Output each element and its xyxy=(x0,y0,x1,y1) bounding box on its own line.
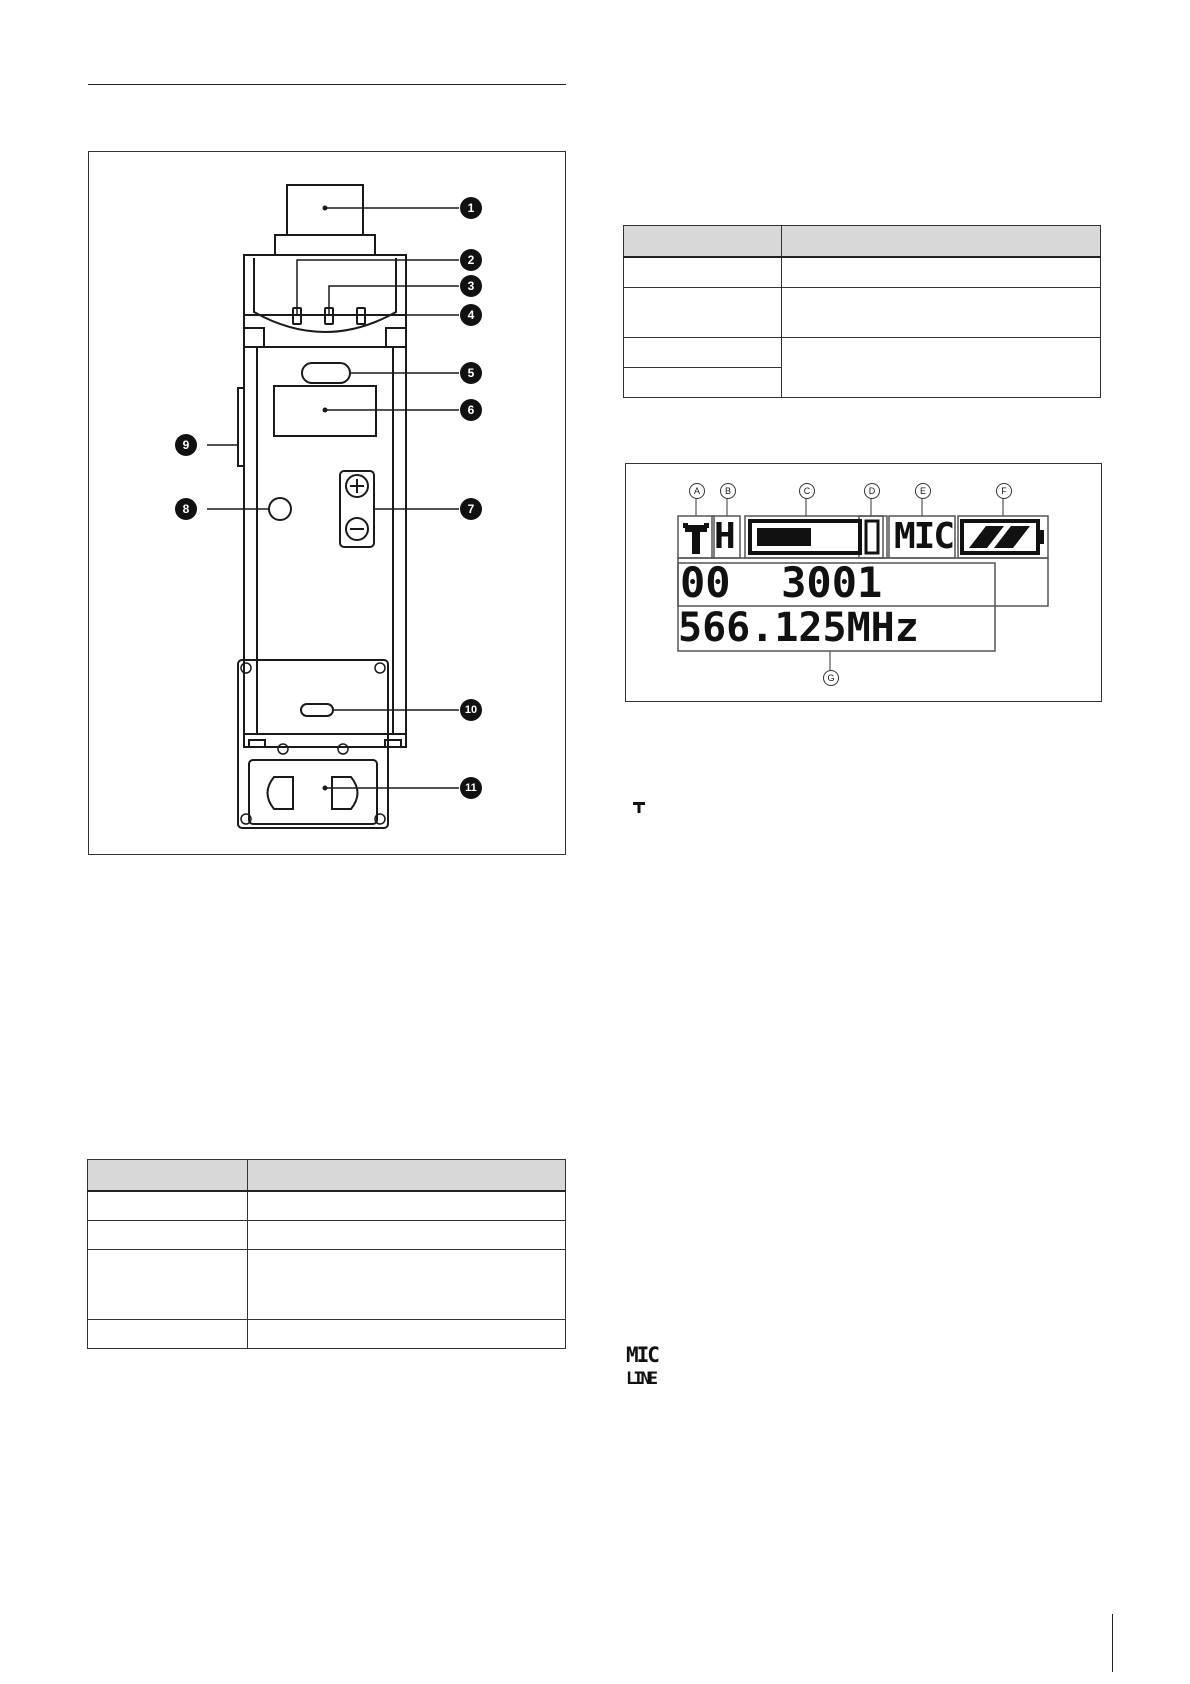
table-row xyxy=(88,1319,566,1348)
lcd-line-2: 566.125MHz xyxy=(678,605,919,651)
callout-8-label: 8 xyxy=(182,502,190,516)
device-figure xyxy=(88,151,566,855)
callout-2 xyxy=(460,249,482,271)
connector-table xyxy=(87,1159,566,1349)
callout-1 xyxy=(460,197,482,219)
label-d xyxy=(864,483,880,499)
callout-10 xyxy=(460,699,482,721)
callout-11 xyxy=(460,777,482,799)
callout-9-label: 9 xyxy=(182,438,190,452)
callout-5-label: 5 xyxy=(467,366,475,380)
section-top-rule xyxy=(88,84,566,85)
table-row xyxy=(88,1191,566,1220)
label-g-text: G xyxy=(827,673,835,683)
table-row xyxy=(624,257,1101,287)
callout-7 xyxy=(460,498,482,520)
label-b-text: B xyxy=(724,486,731,496)
page-edge-rule xyxy=(1112,1614,1113,1672)
display-figure xyxy=(625,463,1102,702)
callout-9 xyxy=(175,434,197,456)
label-g xyxy=(823,670,839,686)
label-c-text: C xyxy=(803,486,811,496)
indicator-table xyxy=(623,225,1101,398)
callout-4-label: 4 xyxy=(467,308,475,322)
callout-4 xyxy=(460,304,482,326)
table-row xyxy=(624,337,1101,367)
callout-3 xyxy=(460,275,482,297)
callout-6 xyxy=(460,399,482,421)
table-row xyxy=(624,287,1101,337)
table-header-row xyxy=(624,226,1101,258)
callout-11-label: 11 xyxy=(465,782,477,794)
label-e xyxy=(915,483,931,499)
label-f xyxy=(996,483,1012,499)
label-e-text: E xyxy=(919,486,926,496)
antenna-icon xyxy=(632,800,646,814)
label-d-text: D xyxy=(868,486,876,496)
callout-3-label: 3 xyxy=(467,279,475,293)
table-row xyxy=(88,1249,566,1319)
line-mode-icon: LINE xyxy=(626,1369,655,1389)
label-c xyxy=(799,483,815,499)
label-b xyxy=(720,483,736,499)
callout-6-label: 6 xyxy=(467,403,475,417)
callout-2-label: 2 xyxy=(467,253,475,267)
lcd-b-indicator: H xyxy=(714,516,736,557)
callout-8 xyxy=(175,498,197,520)
lcd-mode: MIC xyxy=(894,516,954,557)
table-header-row xyxy=(88,1160,566,1192)
label-a xyxy=(689,483,705,499)
table-row xyxy=(88,1220,566,1249)
lcd-line-1: 00 3001 xyxy=(680,558,883,607)
callout-10-label: 10 xyxy=(464,704,478,716)
mic-mode-icon: MIC xyxy=(626,1343,658,1367)
callout-5 xyxy=(460,362,482,384)
callout-7-label: 7 xyxy=(467,502,475,516)
callout-1-label: 1 xyxy=(467,201,475,215)
device-illustration xyxy=(89,152,565,854)
label-a-text: A xyxy=(693,486,700,496)
label-f-text: F xyxy=(1001,486,1007,496)
